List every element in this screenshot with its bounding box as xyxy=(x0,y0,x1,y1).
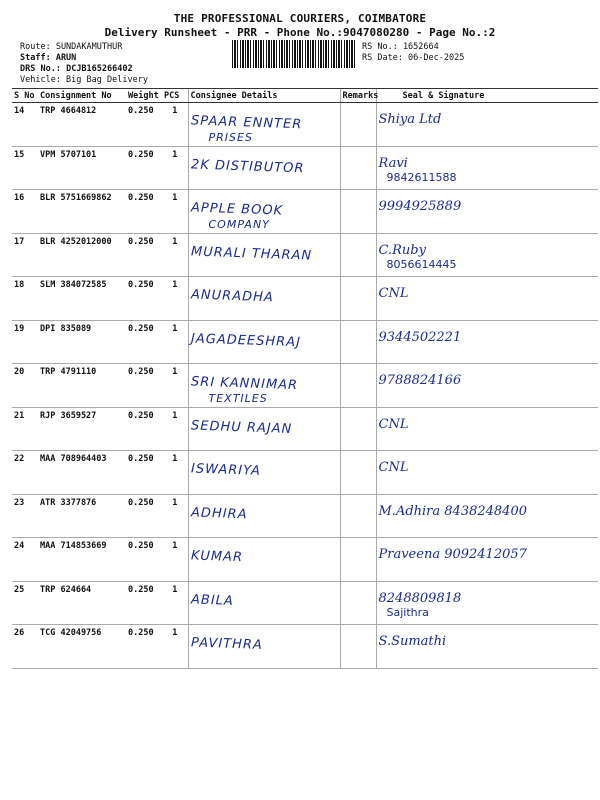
row-weight: 0.250 xyxy=(126,146,162,190)
consignee-handwriting: JAGADEESHRAJ xyxy=(190,330,301,350)
row-pcs: 1 xyxy=(162,494,188,538)
row-remarks xyxy=(340,625,376,669)
drs-value: DCJB165266402 xyxy=(66,64,133,74)
table-row xyxy=(12,320,598,364)
row-sno: 15 xyxy=(12,146,38,190)
row-signature xyxy=(376,581,598,625)
row-signature xyxy=(376,364,598,408)
consignee-handwriting: ADHIRA xyxy=(190,504,248,522)
row-weight: 0.250 xyxy=(126,190,162,234)
consignee-handwriting: KUMAR xyxy=(190,548,243,566)
row-remarks xyxy=(340,538,376,582)
row-sno: 24 xyxy=(12,538,38,582)
row-consignment-no: MAA 714853669 xyxy=(38,538,126,582)
row-weight: 0.250 xyxy=(126,277,162,321)
company-title: THE PROFESSIONAL COURIERS, COIMBATORE xyxy=(173,12,427,25)
row-remarks xyxy=(340,364,376,408)
signature-handwriting: 9344502221 xyxy=(378,329,462,345)
col-consignment: Consignment No xyxy=(38,89,126,103)
row-pcs: 1 xyxy=(162,581,188,625)
signature-handwriting: 9788824166 xyxy=(378,373,462,388)
staff-label: Staff: ARUN xyxy=(20,53,77,63)
row-sno: 20 xyxy=(12,364,38,408)
row-weight: 0.250 xyxy=(126,233,162,277)
row-pcs: 1 xyxy=(162,103,188,147)
row-consignment-no: ATR 3377876 xyxy=(38,494,126,538)
row-consignee xyxy=(188,407,340,451)
table-row xyxy=(12,625,598,669)
table-row xyxy=(12,407,598,451)
row-remarks xyxy=(340,407,376,451)
row-pcs: 1 xyxy=(162,407,188,451)
table-row xyxy=(12,581,598,625)
row-consignee xyxy=(188,494,340,538)
row-consignee xyxy=(188,146,340,190)
table-row xyxy=(12,103,598,147)
row-signature xyxy=(376,233,598,277)
signature-handwriting: C.Ruby xyxy=(378,242,426,258)
row-signature xyxy=(376,190,598,234)
row-consignee xyxy=(188,364,340,408)
signature-handwriting-line2: 9842611588 xyxy=(386,170,457,184)
row-remarks xyxy=(340,190,376,234)
signature-handwriting: 9994925889 xyxy=(378,199,462,214)
row-signature xyxy=(376,146,598,190)
col-consignee: Consignee Details xyxy=(188,89,340,103)
row-consignee xyxy=(188,451,340,495)
row-consignee xyxy=(188,625,340,669)
row-pcs: 1 xyxy=(162,538,188,582)
row-consignee xyxy=(188,190,340,234)
consignee-handwriting: ISWARIYA xyxy=(190,461,261,479)
row-consignment-no: TRP 624664 xyxy=(38,581,126,625)
runsheet-table xyxy=(12,88,598,669)
row-weight: 0.250 xyxy=(126,494,162,538)
rs-date: RS Date: 06-Dec-2025 xyxy=(362,53,465,63)
row-pcs: 1 xyxy=(162,190,188,234)
row-remarks xyxy=(340,494,376,538)
consignee-handwriting: PAVITHRA xyxy=(190,635,263,653)
row-remarks xyxy=(340,320,376,364)
row-pcs: 1 xyxy=(162,320,188,364)
signature-handwriting: Shiya Ltd xyxy=(378,112,442,127)
table-row xyxy=(12,277,598,321)
row-consignment-no: TCG 42049756 xyxy=(38,625,126,669)
row-consignment-no: TRP 4664812 xyxy=(38,103,126,147)
table-header-row xyxy=(12,89,598,103)
consignee-handwriting-line2: TEXTILES xyxy=(208,392,268,405)
consignee-handwriting: APPLE BOOK xyxy=(190,200,283,219)
signature-handwriting: Ravi xyxy=(378,155,408,171)
row-consignee xyxy=(188,103,340,147)
consignee-handwriting-line2: PRISES xyxy=(208,131,253,144)
row-pcs: 1 xyxy=(162,146,188,190)
consignee-handwriting: 2K DISTIBUTOR xyxy=(190,156,305,176)
signature-handwriting: CNL xyxy=(378,416,409,432)
row-sno: 18 xyxy=(12,277,38,321)
table-row xyxy=(12,451,598,495)
row-consignee xyxy=(188,538,340,582)
consignee-handwriting: SRI KANNIMAR xyxy=(190,374,298,394)
row-consignee xyxy=(188,320,340,364)
row-signature xyxy=(376,451,598,495)
row-weight: 0.250 xyxy=(126,103,162,147)
signature-handwriting-line2: Sajithra xyxy=(386,605,429,619)
row-pcs: 1 xyxy=(162,233,188,277)
row-signature xyxy=(376,494,598,538)
col-sno: S No xyxy=(12,89,38,103)
row-weight: 0.250 xyxy=(126,625,162,669)
signature-handwriting: CNL xyxy=(378,286,409,301)
row-consignment-no: BLR 5751669862 xyxy=(38,190,126,234)
row-consignment-no: DPI 835089 xyxy=(38,320,126,364)
row-sno: 14 xyxy=(12,103,38,147)
row-remarks xyxy=(340,277,376,321)
consignee-handwriting: SPAAR ENNTER xyxy=(190,113,302,133)
row-weight: 0.250 xyxy=(126,364,162,408)
row-consignment-no: SLM 384072585 xyxy=(38,277,126,321)
row-sno: 23 xyxy=(12,494,38,538)
row-sno: 21 xyxy=(12,407,38,451)
row-signature xyxy=(376,407,598,451)
row-signature xyxy=(376,277,598,321)
consignee-handwriting: MURALI THARAN xyxy=(190,243,312,264)
table-row xyxy=(12,364,598,408)
row-sno: 22 xyxy=(12,451,38,495)
row-consignment-no: TRP 4791110 xyxy=(38,364,126,408)
col-remarks: Remarks xyxy=(340,89,376,103)
signature-handwriting: Praveena 9092412057 xyxy=(378,547,527,562)
row-consignment-no: MAA 708964403 xyxy=(38,451,126,495)
consignee-handwriting: ABILA xyxy=(190,591,234,609)
row-pcs: 1 xyxy=(162,277,188,321)
row-pcs: 1 xyxy=(162,451,188,495)
row-signature xyxy=(376,103,598,147)
row-pcs: 1 xyxy=(162,625,188,669)
row-sno: 17 xyxy=(12,233,38,277)
consignee-handwriting-line2: COMPANY xyxy=(208,218,270,231)
row-consignee xyxy=(188,581,340,625)
table-row xyxy=(12,233,598,277)
table-row xyxy=(12,538,598,582)
signature-handwriting: S.Sumathi xyxy=(378,634,447,649)
row-consignment-no: BLR 4252012000 xyxy=(38,233,126,277)
drs-number xyxy=(20,64,133,74)
row-sno: 25 xyxy=(12,581,38,625)
table-row xyxy=(12,146,598,190)
row-signature xyxy=(376,320,598,364)
signature-handwriting: M.Adhira 8438248400 xyxy=(378,503,527,519)
row-weight: 0.250 xyxy=(126,407,162,451)
row-weight: 0.250 xyxy=(126,320,162,364)
route-label: Route: SUNDAKAMUTHUR xyxy=(20,42,123,52)
row-sno: 19 xyxy=(12,320,38,364)
signature-handwriting-line2: 8056614445 xyxy=(386,257,457,271)
consignee-handwriting: ANURADHA xyxy=(190,287,274,306)
row-consignee xyxy=(188,233,340,277)
signature-handwriting: 8248809818 xyxy=(378,590,462,606)
row-remarks xyxy=(340,581,376,625)
row-signature xyxy=(376,625,598,669)
row-sno: 16 xyxy=(12,190,38,234)
row-consignee xyxy=(188,277,340,321)
rs-number: RS No.: 1652664 xyxy=(362,42,439,52)
row-remarks xyxy=(340,451,376,495)
row-remarks xyxy=(340,146,376,190)
row-consignment-no: RJP 3659527 xyxy=(38,407,126,451)
row-consignment-no: VPM 5707101 xyxy=(38,146,126,190)
row-pcs: 1 xyxy=(162,364,188,408)
row-signature xyxy=(376,538,598,582)
col-weight: Weight xyxy=(126,89,162,103)
signature-handwriting: CNL xyxy=(378,460,409,475)
row-remarks xyxy=(340,103,376,147)
vehicle-label: Vehicle: Big Bag Delivery xyxy=(20,75,148,85)
runsheet-subtitle: Delivery Runsheet - PRR - Phone No.:9047080280 - Page No.:2 xyxy=(104,26,496,39)
row-remarks xyxy=(340,233,376,277)
row-sno: 26 xyxy=(12,625,38,669)
row-weight: 0.250 xyxy=(126,451,162,495)
col-signature: Seal & Signature xyxy=(376,89,598,103)
col-pcs: PCS xyxy=(162,89,188,103)
row-weight: 0.250 xyxy=(126,581,162,625)
table-row xyxy=(12,494,598,538)
table-row xyxy=(12,190,598,234)
drs-label: DRS No.: xyxy=(20,64,61,74)
consignee-handwriting: SEDHU RAJAN xyxy=(190,417,293,437)
barcode xyxy=(232,40,357,68)
row-weight: 0.250 xyxy=(126,538,162,582)
